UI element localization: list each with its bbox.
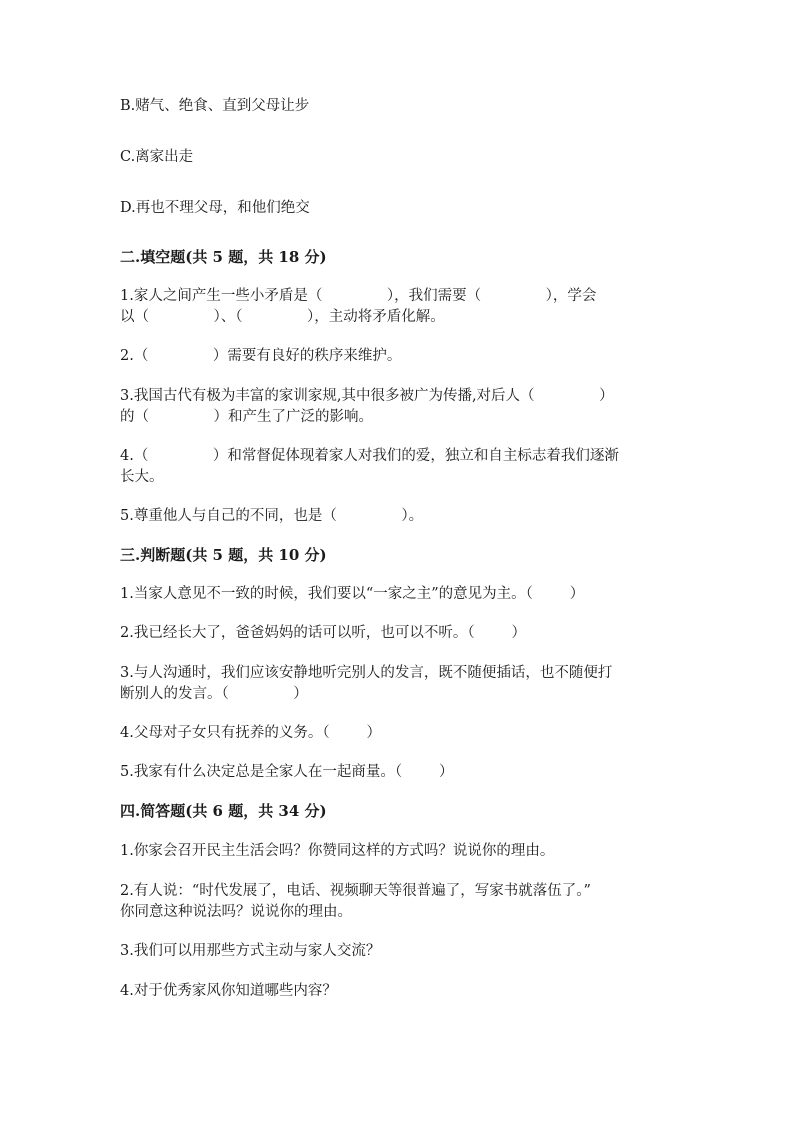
judgment-q2: 2.我已经长大了，爸爸妈妈的话可以听，也可以不听。（ ） <box>120 625 526 641</box>
fill-blank-q4-line2: 长大。 <box>120 469 164 485</box>
judgment-q5: 5.我家有什么决定总是全家人在一起商量。（ ） <box>120 764 454 780</box>
section-heading-fill-blank: 二.填空题(共 5 题，共 18 分) <box>120 248 327 266</box>
fill-blank-q1-line1: 1.家人之间产生一些小矛盾是（ ），我们需要（ ），学会 <box>120 288 597 304</box>
short-answer-q2-line1: 2.有人说：“时代发展了，电话、视频聊天等很普遍了，写家书就落伍了。” <box>120 883 591 899</box>
short-answer-q1: 1.你家会召开民主生活会吗？你赞同这样的方式吗？说说你的理由。 <box>120 843 555 859</box>
short-answer-q2-line2: 你同意这种说法吗？说说你的理由。 <box>120 904 352 920</box>
option-b: B.赌气、绝食、直到父母让步 <box>120 98 310 114</box>
section-heading-short-answer: 四.简答题(共 6 题，共 34 分) <box>120 802 327 820</box>
fill-blank-q4-line1: 4.（ ）和常督促体现着家人对我们的爱，独立和自主标志着我们逐渐 <box>120 448 619 464</box>
judgment-q1: 1.当家人意见不一致的时候，我们要以“一家之主”的意见为主。（ ） <box>120 586 585 602</box>
fill-blank-q1-line2: 以（ ）、（ ），主动将矛盾化解。 <box>120 309 445 325</box>
short-answer-q3: 3.我们可以用那些方式主动与家人交流？ <box>120 943 381 959</box>
fill-blank-q2: 2.（ ）需要有良好的秩序来维护。 <box>120 348 402 364</box>
short-answer-q4: 4.对于优秀家风你知道哪些内容？ <box>120 983 337 999</box>
section-heading-judgment: 三.判断题(共 5 题，共 10 分) <box>120 546 327 564</box>
fill-blank-q3-line2: 的（ ）和产生了广泛的影响。 <box>120 409 374 425</box>
option-d: D.再也不理父母，和他们绝交 <box>120 200 310 216</box>
fill-blank-q5: 5.尊重他人与自己的不同，也是（ ）。 <box>120 508 424 524</box>
judgment-q3-line2: 断别人的发言。（ ） <box>120 686 308 702</box>
judgment-q3-line1: 3.与人沟通时，我们应该安静地听完别人的发言，既不随便插话，也不随便打 <box>120 665 613 681</box>
option-c: C.离家出走 <box>120 149 194 165</box>
fill-blank-q3-line1: 3.我国古代有极为丰富的家训家规,其中很多被广为传播,对后人（ ） <box>120 388 614 404</box>
judgment-q4: 4.父母对子女只有抚养的义务。（ ） <box>120 725 381 741</box>
